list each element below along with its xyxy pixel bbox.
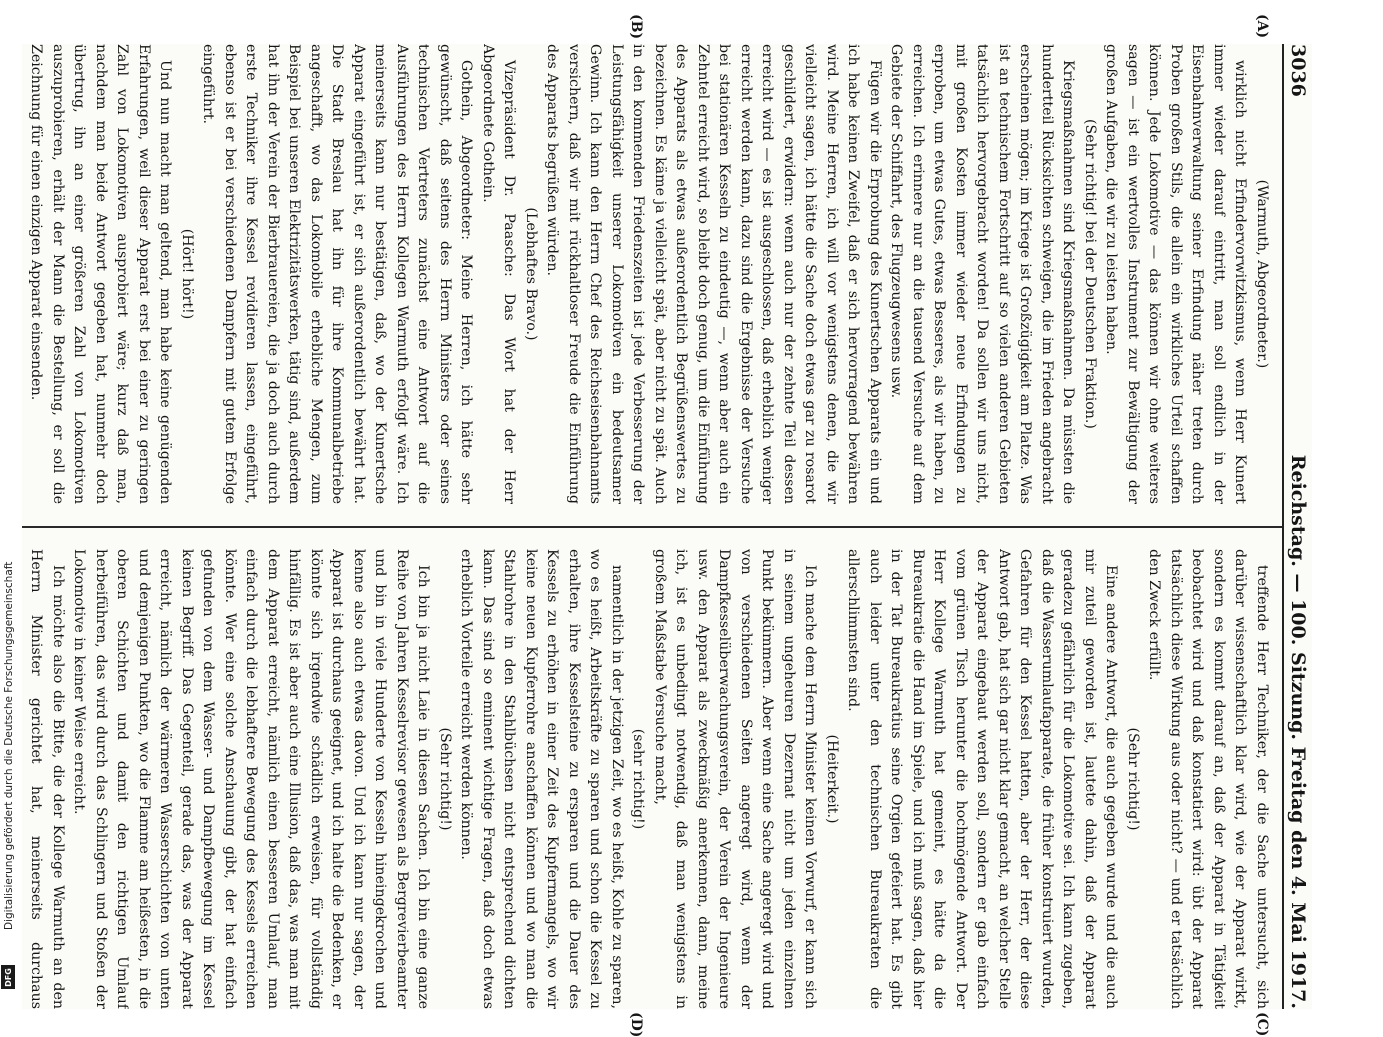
interjection: (Sehr richtig!) xyxy=(437,727,453,831)
document-page xyxy=(22,14,1312,1037)
interjection: (Hört! hört!) xyxy=(179,228,195,320)
paragraph: wirklich nicht Erfindervorwitzkismus, wenn Herr Kunert immer wieder darauf eintritt, man soll endlich in der Eisenbahnverwaltung seiner Erfindung näher treten durch Proben großen Stils, die allein ein wirkliches Urteil schaffen können. Jede Lokomotive — das können wir ohne weiteres sagen — ist ein wertvolles Instrument zur Bewältigung der großen Aufgaben, die wir zu leisten haben. xyxy=(1103,44,1249,504)
interjection: (Heiterkeit.) xyxy=(824,734,840,824)
margin-marker-c: (C) xyxy=(1254,1012,1270,1037)
paragraph: Ich möchte also die Bitte, die der Kollege Warmuth an den Herrn Minister gerichtet hat, meinerseits durchaus xyxy=(28,549,66,1009)
dfg-logo-text: DFG xyxy=(3,967,13,987)
paragraph: Kriegsmaßnahmen sind Kriegsmaßnahmen. Da müssten die hundertteil Rücksichten schweigen, die im Frieden angebracht erscheinen mögen; im Kriege ist Großzügigkeit am Platze. Was ist an technischem Fortschritt auf so vielen anderen Gebieten tatsächlich hervorgebracht worden! Da sollen wir uns nicht, mit großen Kosten immer wieder neue Erfindungen zu erproben, um etwas Gutes, etwas Besseres, als wir haben, zu erreichen. Ich erinnere nur an die tausend Versuche auf dem Gebiete der Schiffahrt, des Flugzeugwesens usw. xyxy=(888,44,1077,504)
paragraph: Und nun macht man geltend, man habe keine genügenden Erfahrungen, weil dieser Apparat erst bei einer zu geringen Zahl von Lokomotiven ausprobiert wäre; kurz daß man, nachdem man beide Antwort gegeben hat, nunmehr doch übertrug, ihn an einer größeren Zahl von Lokomotiven auszuprobieren, erhält der Mann die Bestellung, er soll die Zeichnung für einen einzigen Apparat einsenden. xyxy=(28,44,174,504)
interjection: (Sehr richtig!) xyxy=(1125,727,1141,831)
margin-marker-a: (A) xyxy=(1254,14,1270,39)
paragraph: Ich mache dem Herrn Minister keinen Vorwurf, er kann sich in seinem ungeheuren Dezernat nicht um jeden einzelnen Punkt bekümmern. Aber wenn eine Sache angeregt wird und von verschiedenen Seiten angeregt wird, wenn der Dampfkesselüberwachungsverein, der Verein der Ingenieure usw. den Apparat als zweckmäßig anerkennen, dann, meine ich, ist es unbedingt notwendig, daß man wenigstens in großem Maßstabe Versuche macht, xyxy=(652,549,819,1009)
page-number: 3036 xyxy=(1287,44,1309,97)
paragraph: Ich bin ja nicht Laie in diesen Sachen. Ich bin eine ganze Reihe von Jahren Kesselrevisor gewesen als Bergrevierbeamter und bin in viele Hunderte von Kesseln hineingekrochen und kenne also auch etwas davon. Und ich kann nur sagen, der Apparat ist durchaus geeignet, und ich halte die Bedenken, er könnte sich irgendwie schädlich erweisen, für vollständig hinfällig. Es ist aber auch eine Illusion, daß das, was man mit dem Apparat erreicht, nämlich einen besseren Umlauf, man einfach durch die lebhaftere Bewegung des Kessels erreichen könnte. Wer eine solche Anschauung gibt, der hat einfach gefunden von dem Wasser- und Dampfbewegung im Kessel keinen Begriff. Das Gegenteil, gerade das, was der Apparat erreicht, nämlich der wärmeren Wasserschichten von unten und demjenigen Punkten, wo die Flamme am heißesten, in die oberen Schichten und damit den richtigen Umlauf herbeiführen, das wird durch das Schlingern und Stoßen der Lokomotive in keiner Weise erreicht. xyxy=(71,549,432,1009)
right-column xyxy=(22,549,1272,1009)
margin-marker-b: (B) xyxy=(628,14,644,40)
paragraph: namentlich in der jetzigen Zeit, wo es heißt, Kohle zu sparen, wo es heißt, Arbeitskräfte zu sparen und schon die Kessel zu erhalten, ihre Kesselsteine zu ersparen und die Dauer des Kessels zu erhöhen in einer Zeit des Kupfermangels, wo wir keine neuen Kupferrohre anschaffen können und wo man die Stahlrohre in den Stahlbüchsen nicht entsprechend dichten kann. Das sind so eminent wichtige Fragen, daß doch etwas erheblich Vorteile erreicht werden können. xyxy=(458,549,625,1009)
page-title: Reichstag. — 100. Sitzung. Freitag den 4. Mai 1917. xyxy=(1287,454,1309,1009)
paragraph: Gothein, Abgeordneter: Meine Herren, ich hätte sehr gewünscht, daß seitens des Herrn Ministers oder seines technischen Vertreters zunächst eine Antwort auf die Ausführungen des Herrn Kollegen Warmuth erfolgt wäre. Ich meinerseits kann nur bestätigen, daß, wo der Kunertsche Apparat eingeführt ist, er sich außerordentlich bewährt hat. Die Stadt Breslau hat ihn für ihre Kommunalbetriebe angeschafft, wo das Lokomobile erhebliche Mengen, zum Beispiel bei unseren Elektrizitätswerken, tätig sind, außerdem hat ihn der Verein der Bierbrauereien, die ja doch auch durch erste Techniker ihre Kessel revidieren lassen, eingeführt, ebenso ist er bei verschiedenen Dampfern mit gutem Erfolge eingeführt. xyxy=(200,44,475,504)
column-divider xyxy=(22,526,1282,528)
speaker-line: Vizepräsident Dr. Paasche: Das Wort hat der Herr Abgeordnete Gothein. xyxy=(480,44,518,504)
interjection: (sehr richtig!) xyxy=(630,728,647,830)
paragraph: treffende Herr Techniker, der die Sache untersucht, sich darüber wissenschaftlich klar wird, wie der Apparat wirkt, sondern es kommt darauf an, daß der Apparat in Tätigkeit beobachtet wird und daß konstatiert wird: übt der Apparat tatsächlich diese Wirkung aus oder nicht? — und er tatsächlich den Zweck erfüllt. xyxy=(1146,549,1270,1009)
left-column xyxy=(22,44,1272,504)
digitization-credit-text: Digitalisierung gefördert durch die Deutsche Forschungsgemeinschaft xyxy=(3,561,15,930)
interjection: (Warmuth, Abgeordneter.) xyxy=(1254,179,1270,369)
paragraph: Fügen wir die Erprobung des Kunertschen Apparats ein und ich habe keinen Zweifel, daß er sich hervorragend bewähren wird. Meine Herren, ich will vor wenigstens denen, die wir vielleicht sagen, ich hätte die Sache doch etwas gar zu rosarot geschildert, erwidern: wenn auch nur der zehnte Teil dessen erreicht wird — es ist ausgeschlossen, daß erheblich weniger erreicht werden kann, dazu sind die Ergebnisse der Versuche bei stationären Kesseln zu eindeutig —, wenn aber auch ein Zehntel erreicht wird, so bleibt doch genug, um die Einführung des Apparats als etwas außerordentlich Begrüßenswertes zu bezeichnen. Es käme ja vielleicht spät, aber nicht zu spät. Auch in den kommenden Friedenszeiten ist jede Verbesserung der Leistungsfähigkeit unserer Lokomotiven ein bedeutsamer Gewinn. Ich kann den Herrn Chef des Reichseisenbahnamts versichern, daß wir mit rückhaltloser Freude die Einführung des Apparats begrüßen würden. xyxy=(544,44,883,504)
margin-marker-d: (D) xyxy=(628,1012,644,1037)
dfg-logo xyxy=(1,965,15,989)
interjection: (Sehr richtig! bei der Deutschen Fraktion.) xyxy=(1082,119,1098,429)
paragraph: Eine andere Antwort, die auch gegeben wurde und die auch mir zuteil geworden ist, lautete dahin, daß der Apparat geradezu gefährlich für die Lokomotive sei. Ich kann zugeben, daß die Wasserumlaufapparate, die früher konstruiert wurden, Gefahren für den Kessel hatten, aber der Herr, der diese Antwort gab, hat sich gar nicht klar gemacht, an welcher Stelle der Apparat eingebaut werden soll, sondern er gab einfach vom grünen Tisch herunter die hochmögende Antwort. Der Herr Kollege Warmuth hat gemeint, es hätte da die Bureaukratie die Hand im Spiele, und ich muß sagen, daß hier in der Tat Bureaukratius seine Orgien gefeiert hat. Es gibt auch leider unter den technischen Bureaukraten die allerschlimmsten sind. xyxy=(845,549,1120,1009)
page-header xyxy=(1282,44,1312,1009)
digitization-credit xyxy=(3,561,15,930)
interjection: (Lebhaftes Bravo.) xyxy=(523,207,539,341)
